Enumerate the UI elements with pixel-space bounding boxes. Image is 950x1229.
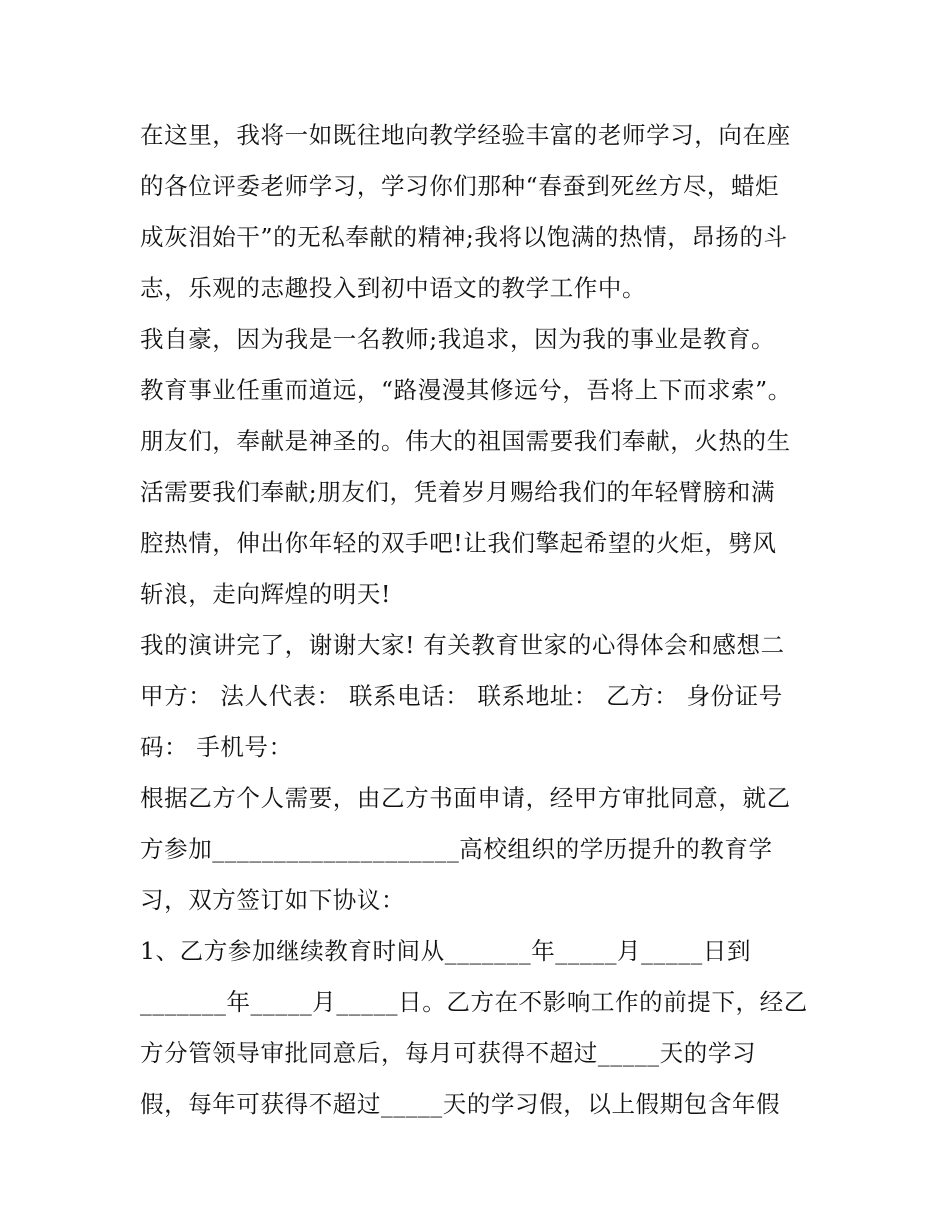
text-line: 方参加____________________高校组织的学历提升的教育学 <box>140 835 773 863</box>
text-line: 在这里，我将一如既往地向教学经验丰富的老师学习，向在座 <box>140 121 791 149</box>
text-line: 根据乙方个人需要，由乙方书面申请，经甲方审批同意，就乙 <box>140 784 791 812</box>
text-line: 斩浪，走向辉煌的明天! <box>140 580 392 608</box>
text-line: 方分管领导审批同意后，每月可获得不超过_____天的学习 <box>140 1039 757 1067</box>
text-line: _______年_____月_____日。乙方在不影响工作的前提下，经乙 <box>140 988 808 1016</box>
text-line: 码： 手机号： <box>140 733 293 761</box>
text-line: 朋友们，奉献是神圣的。伟大的祖国需要我们奉献，火热的生 <box>140 427 791 455</box>
text-line: 习，双方签订如下协议： <box>140 886 406 914</box>
body-text <box>140 110 830 1130</box>
text-line: 1、乙方参加继续教育时间从_______年_____月_____日到 <box>140 937 752 965</box>
text-line: 腔热情，伸出你年轻的双手吧!让我们擎起希望的火炬，劈风 <box>140 529 777 557</box>
text-line: 志，乐观的志趣投入到初中语文的教学工作中。 <box>140 274 647 302</box>
text-line: 我的演讲完了，谢谢大家! 有关教育世家的心得体会和感想二 <box>140 631 785 659</box>
text-line: 我自豪，因为我是一名教师;我追求，因为我的事业是教育。 <box>140 325 776 353</box>
text-line: 成灰泪始干”的无私奉献的精神;我将以饱满的热情，昂扬的斗 <box>140 223 788 251</box>
text-line: 假，每年可获得不超过_____天的学习假，以上假期包含年假 <box>140 1090 781 1118</box>
text-line: 的各位评委老师学习，学习你们那种“春蚕到死丝方尽，蜡炬 <box>140 172 780 200</box>
text-line: 甲方： 法人代表： 联系电话： 联系地址： 乙方： 身份证号 <box>140 682 783 710</box>
text-line: 活需要我们奉献;朋友们，凭着岁月赐给我们的年轻臂膀和满 <box>140 478 776 506</box>
text-line: 教育事业任重而道远，“路漫漫其修远兮，吾将上下而求索”。 <box>140 376 792 404</box>
